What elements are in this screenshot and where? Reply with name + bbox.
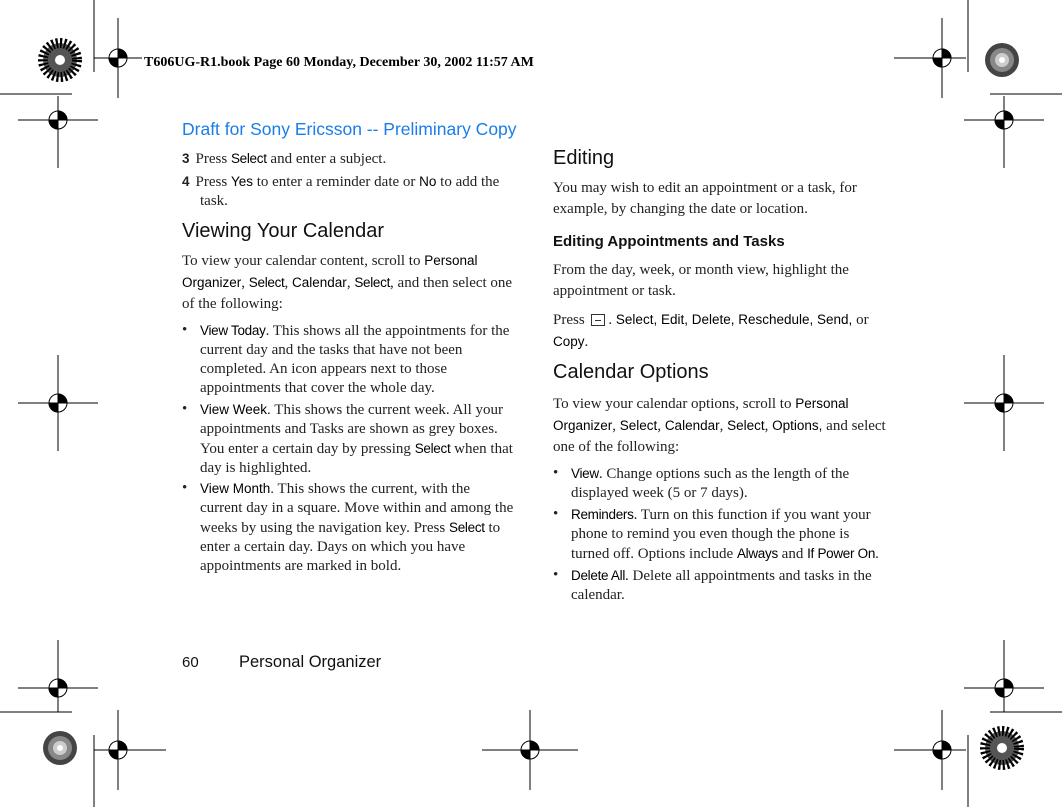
heading-calendar-options: Calendar Options [553, 361, 709, 383]
ui-term: Select [727, 418, 765, 433]
ui-term: View Week. [200, 402, 271, 417]
ui-term: Select [449, 520, 485, 535]
ui-term: Delete All [571, 568, 626, 583]
options-intro: To view your calendar options, scroll to Personal Organizer, Select, Calendar, Select, Options, and select one of the following: [553, 396, 886, 455]
editing-intro: You may wish to edit an appointment or a task, for example, by changing the date or location. [553, 180, 857, 217]
ui-term: Select [354, 275, 391, 290]
footer-section-title: Personal Organizer [239, 653, 382, 671]
ui-term: Select, Edit, Delete, Reschedule, Send, [615, 312, 853, 327]
bullet-delete-all: • Delete All. Delete all appointments and tasks in the calendar. [553, 567, 872, 603]
draft-notice: Draft for Sony Ericsson -- Preliminary Copy [182, 119, 517, 139]
page-number: 60 [182, 654, 199, 671]
subheading-editing-appointments: Editing Appointments and Tasks [553, 233, 785, 250]
ui-term: Calendar [664, 418, 720, 433]
ui-term: Select [619, 418, 658, 433]
bullet-view-today: • View Today. This shows all the appointments for the current day and the tasks that have not been completed. An icon appears next to those appointments that cover the whole day. [182, 322, 510, 396]
ui-term: Organizer [553, 418, 613, 433]
running-head: T606UG-R1.book Page 60 Monday, December 30, 2002 11:57 AM [144, 55, 534, 70]
ui-term: If Power On [807, 546, 876, 561]
ui-term: View [571, 466, 599, 481]
menu-key-icon [591, 314, 605, 326]
heading-editing: Editing [553, 147, 615, 169]
ui-term: Copy [553, 334, 585, 349]
bullet-view: • View. Change options such as the length of the displayed week (5 or 7 days). [553, 465, 850, 501]
ui-term: Select [230, 151, 267, 166]
ui-term: View Today [200, 323, 266, 338]
ui-term: No [419, 174, 437, 189]
ui-term: Select [248, 275, 285, 290]
ui-term: Options, [772, 418, 823, 433]
ui-term: Organizer [182, 275, 242, 290]
step-number: 4 [182, 174, 190, 189]
ui-term: Reminders [571, 507, 634, 522]
bullet-view-month: • View Month. This shows the current, with the current day in a square. Move within and among the weeks by using the navigation key. Press Select to enter a certain day. Days on which you have appointments are marked in bold. [182, 480, 514, 574]
step-3: 3 Press Select and enter a subject. [182, 151, 387, 167]
step-4: 4 Press Yes to enter a reminder date or No to add the task. [182, 174, 500, 209]
ui-term: Calendar [292, 275, 347, 290]
viewing-intro: To view your calendar content, scroll to Personal Organizer, Select, Calendar, Select, and then select one of the following: [182, 253, 513, 312]
ui-term: Select [414, 441, 451, 456]
ui-term: Personal [424, 253, 478, 268]
ui-term: Personal [795, 396, 849, 411]
bullet-reminders: • Reminders. Turn on this function if you want your phone to remind you even though the phone is turned off. Options include Always and If Power On. [553, 506, 879, 562]
ui-term: View Month. [200, 481, 275, 496]
heading-viewing-calendar: Viewing Your Calendar [182, 220, 385, 242]
ui-term: Yes [230, 174, 253, 189]
editing-steps: From the day, week, or month view, highlight the appointment or task. [553, 262, 849, 299]
step-number: 3 [182, 151, 190, 166]
bullet-view-week: • View Week. This shows the current week. All your appointments and Tasks are shown as grey boxes. You enter a certain day by pressing Select when that day is highlighted. [182, 401, 513, 476]
ui-term: Always [736, 546, 778, 561]
editing-press-line: Press . Select, Edit, Delete, Reschedule, Send, or Copy. [553, 312, 869, 350]
